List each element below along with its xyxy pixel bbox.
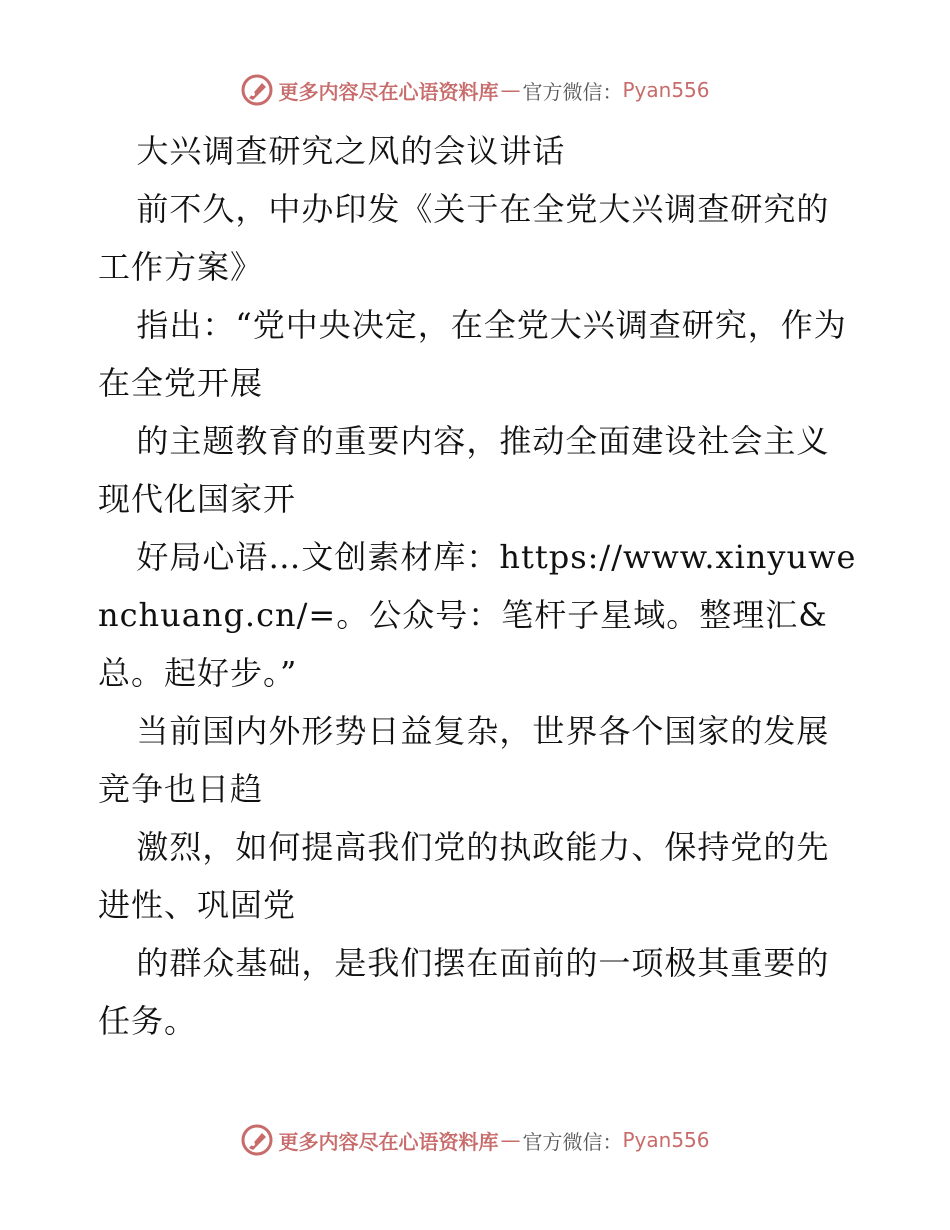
banner-dash: — <box>500 78 521 102</box>
footer-banner <box>0 1120 950 1160</box>
pen-nib-logo-icon <box>240 73 274 107</box>
paragraph: 激烈，如何提高我们党的执政能力、保持党的先进性、巩固党 <box>98 828 830 924</box>
paragraph: 前不久，中办印发《关于在全党大兴调查研究的工作方案》 <box>98 190 830 286</box>
paragraph: 的群众基础，是我们摆在面前的一项极其重要的任务。 <box>98 944 830 1040</box>
document-body <box>98 122 858 1050</box>
pen-nib-logo-icon <box>240 1123 274 1157</box>
banner-wechat-label: 官方微信： <box>522 1129 623 1154</box>
banner-text: 更多内容尽在心语资料库 <box>278 79 499 104</box>
paragraph: 的主题教育的重要内容，推动全面建设社会主义现代化国家开 <box>98 422 830 518</box>
banner-dash: — <box>500 1128 521 1152</box>
paragraph: 大兴调查研究之风的会议讲话 <box>136 132 566 170</box>
banner-wechat-label: 官方微信： <box>522 79 623 104</box>
paragraph: 当前国内外形势日益复杂，世界各个国家的发展竞争也日趋 <box>98 712 830 808</box>
banner-text: 更多内容尽在心语资料库 <box>278 1129 499 1154</box>
paragraph: 指出：“党中央决定，在全党大兴调查研究，作为在全党开展 <box>98 306 847 402</box>
banner-wechat-id: Pyan556 <box>622 78 710 102</box>
paragraph: 好局心语…文创素材库：https://www.xinyuwenchuang.cn/=。公众号：笔杆子星域。整理汇&总。起好步。” <box>98 538 857 692</box>
banner-wechat-id: Pyan556 <box>622 1128 710 1152</box>
header-banner <box>0 70 950 110</box>
